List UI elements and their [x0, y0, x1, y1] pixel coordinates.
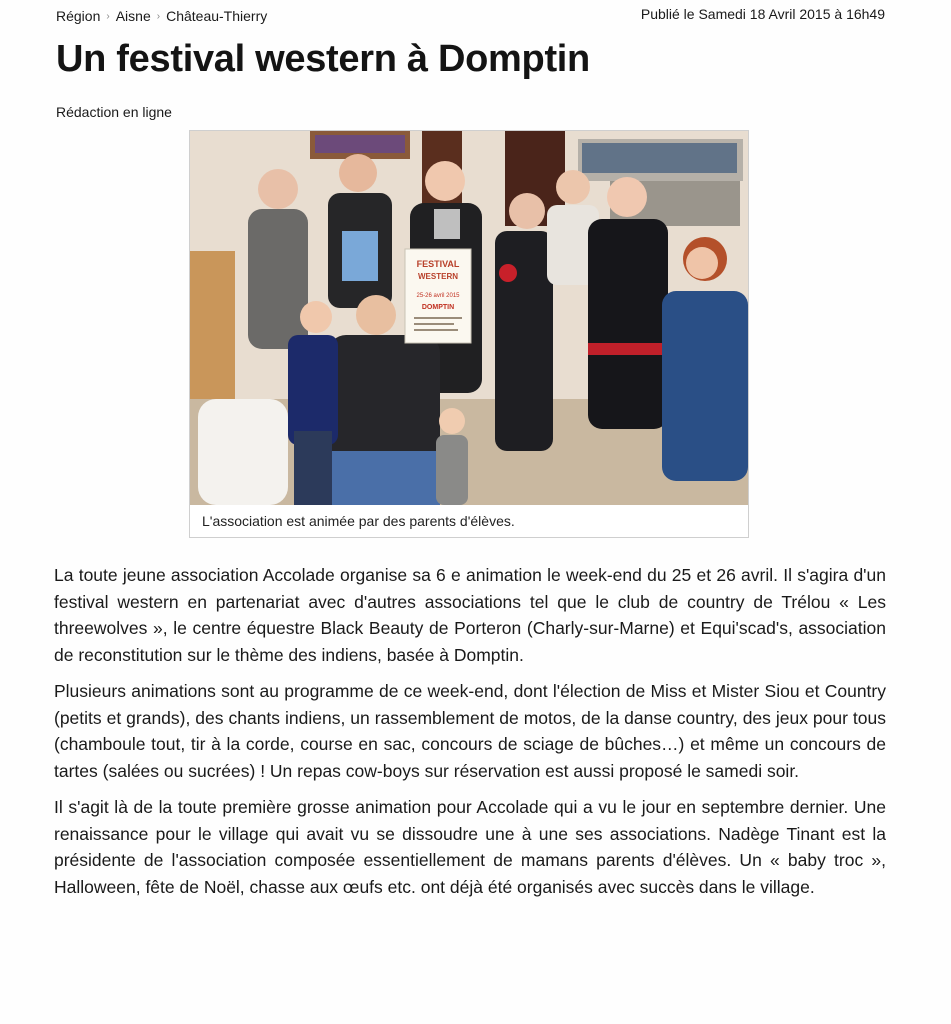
group-photo: [190, 131, 748, 505]
article-title: Un festival western à Domptin: [56, 38, 590, 80]
byline: Rédaction en ligne: [56, 104, 172, 120]
breadcrumb: [56, 8, 267, 24]
breadcrumb-aisne[interactable]: Aisne: [115, 8, 151, 24]
festival-poster: [405, 249, 471, 343]
poster-line-1: FESTIVAL: [416, 259, 460, 269]
breadcrumb-separator: ›: [156, 10, 161, 22]
photo-caption: L'association est animée par des parents d'élèves.: [202, 513, 515, 529]
poster-line-2: WESTERN: [418, 272, 458, 281]
article-figure: [189, 130, 749, 538]
publication-date: Publié le Samedi 18 Avril 2015 à 16h49: [640, 6, 885, 22]
breadcrumb-region[interactable]: Région: [56, 8, 101, 24]
poster-line-4: DOMPTIN: [421, 304, 455, 311]
group-photo-illustration: [190, 131, 748, 505]
article-paragraph: La toute jeune association Accolade organise sa 6 e animation le week-end du 25 et 26 avril. Il s'agira d'un festival western en partenariat avec d'autres associations tel que le club de country de Trélou « Les threewolves », le centre équestre Black Beauty de Porteron (Charly-sur-Marne) et Equi'scad's, association de reconstitution sur le thème des indiens, basée à Domptin.: [54, 565, 886, 665]
breadcrumb-separator: ›: [106, 10, 110, 22]
article-body: [54, 562, 886, 910]
breadcrumb-chateau-thierry[interactable]: Château-Thierry: [166, 8, 268, 24]
poster-line-3: 25-26 avril 2015: [416, 293, 460, 299]
article-paragraph: Il s'agit là de la toute première grosse animation pour Accolade qui a vu le jour en septembre dernier. Une renaissance pour le village qui avait vu se dissoudre une à une ses associations. Nadège Tinant est la présidente de l'association composée essentiellement de mamans parents d'élèves. Un « baby troc », Halloween, fête de Noël, chasse aux œufs etc. ont déjà été organisés avec succès dans le village.: [54, 797, 886, 897]
article-paragraph: Plusieurs animations sont au programme de ce week-end, dont l'élection de Miss et Mister Siou et Country (petits et grands), des chants indiens, un rassemblement de motos, de la danse country, des jeux pour tous (chamboule tout, tir à la corde, course en sac, concours de sciage de bûches…) et même un concours de tartes (salées ou sucrées) ! Un repas cow-boys sur réservation est aussi proposé le samedi soir.: [54, 681, 886, 781]
